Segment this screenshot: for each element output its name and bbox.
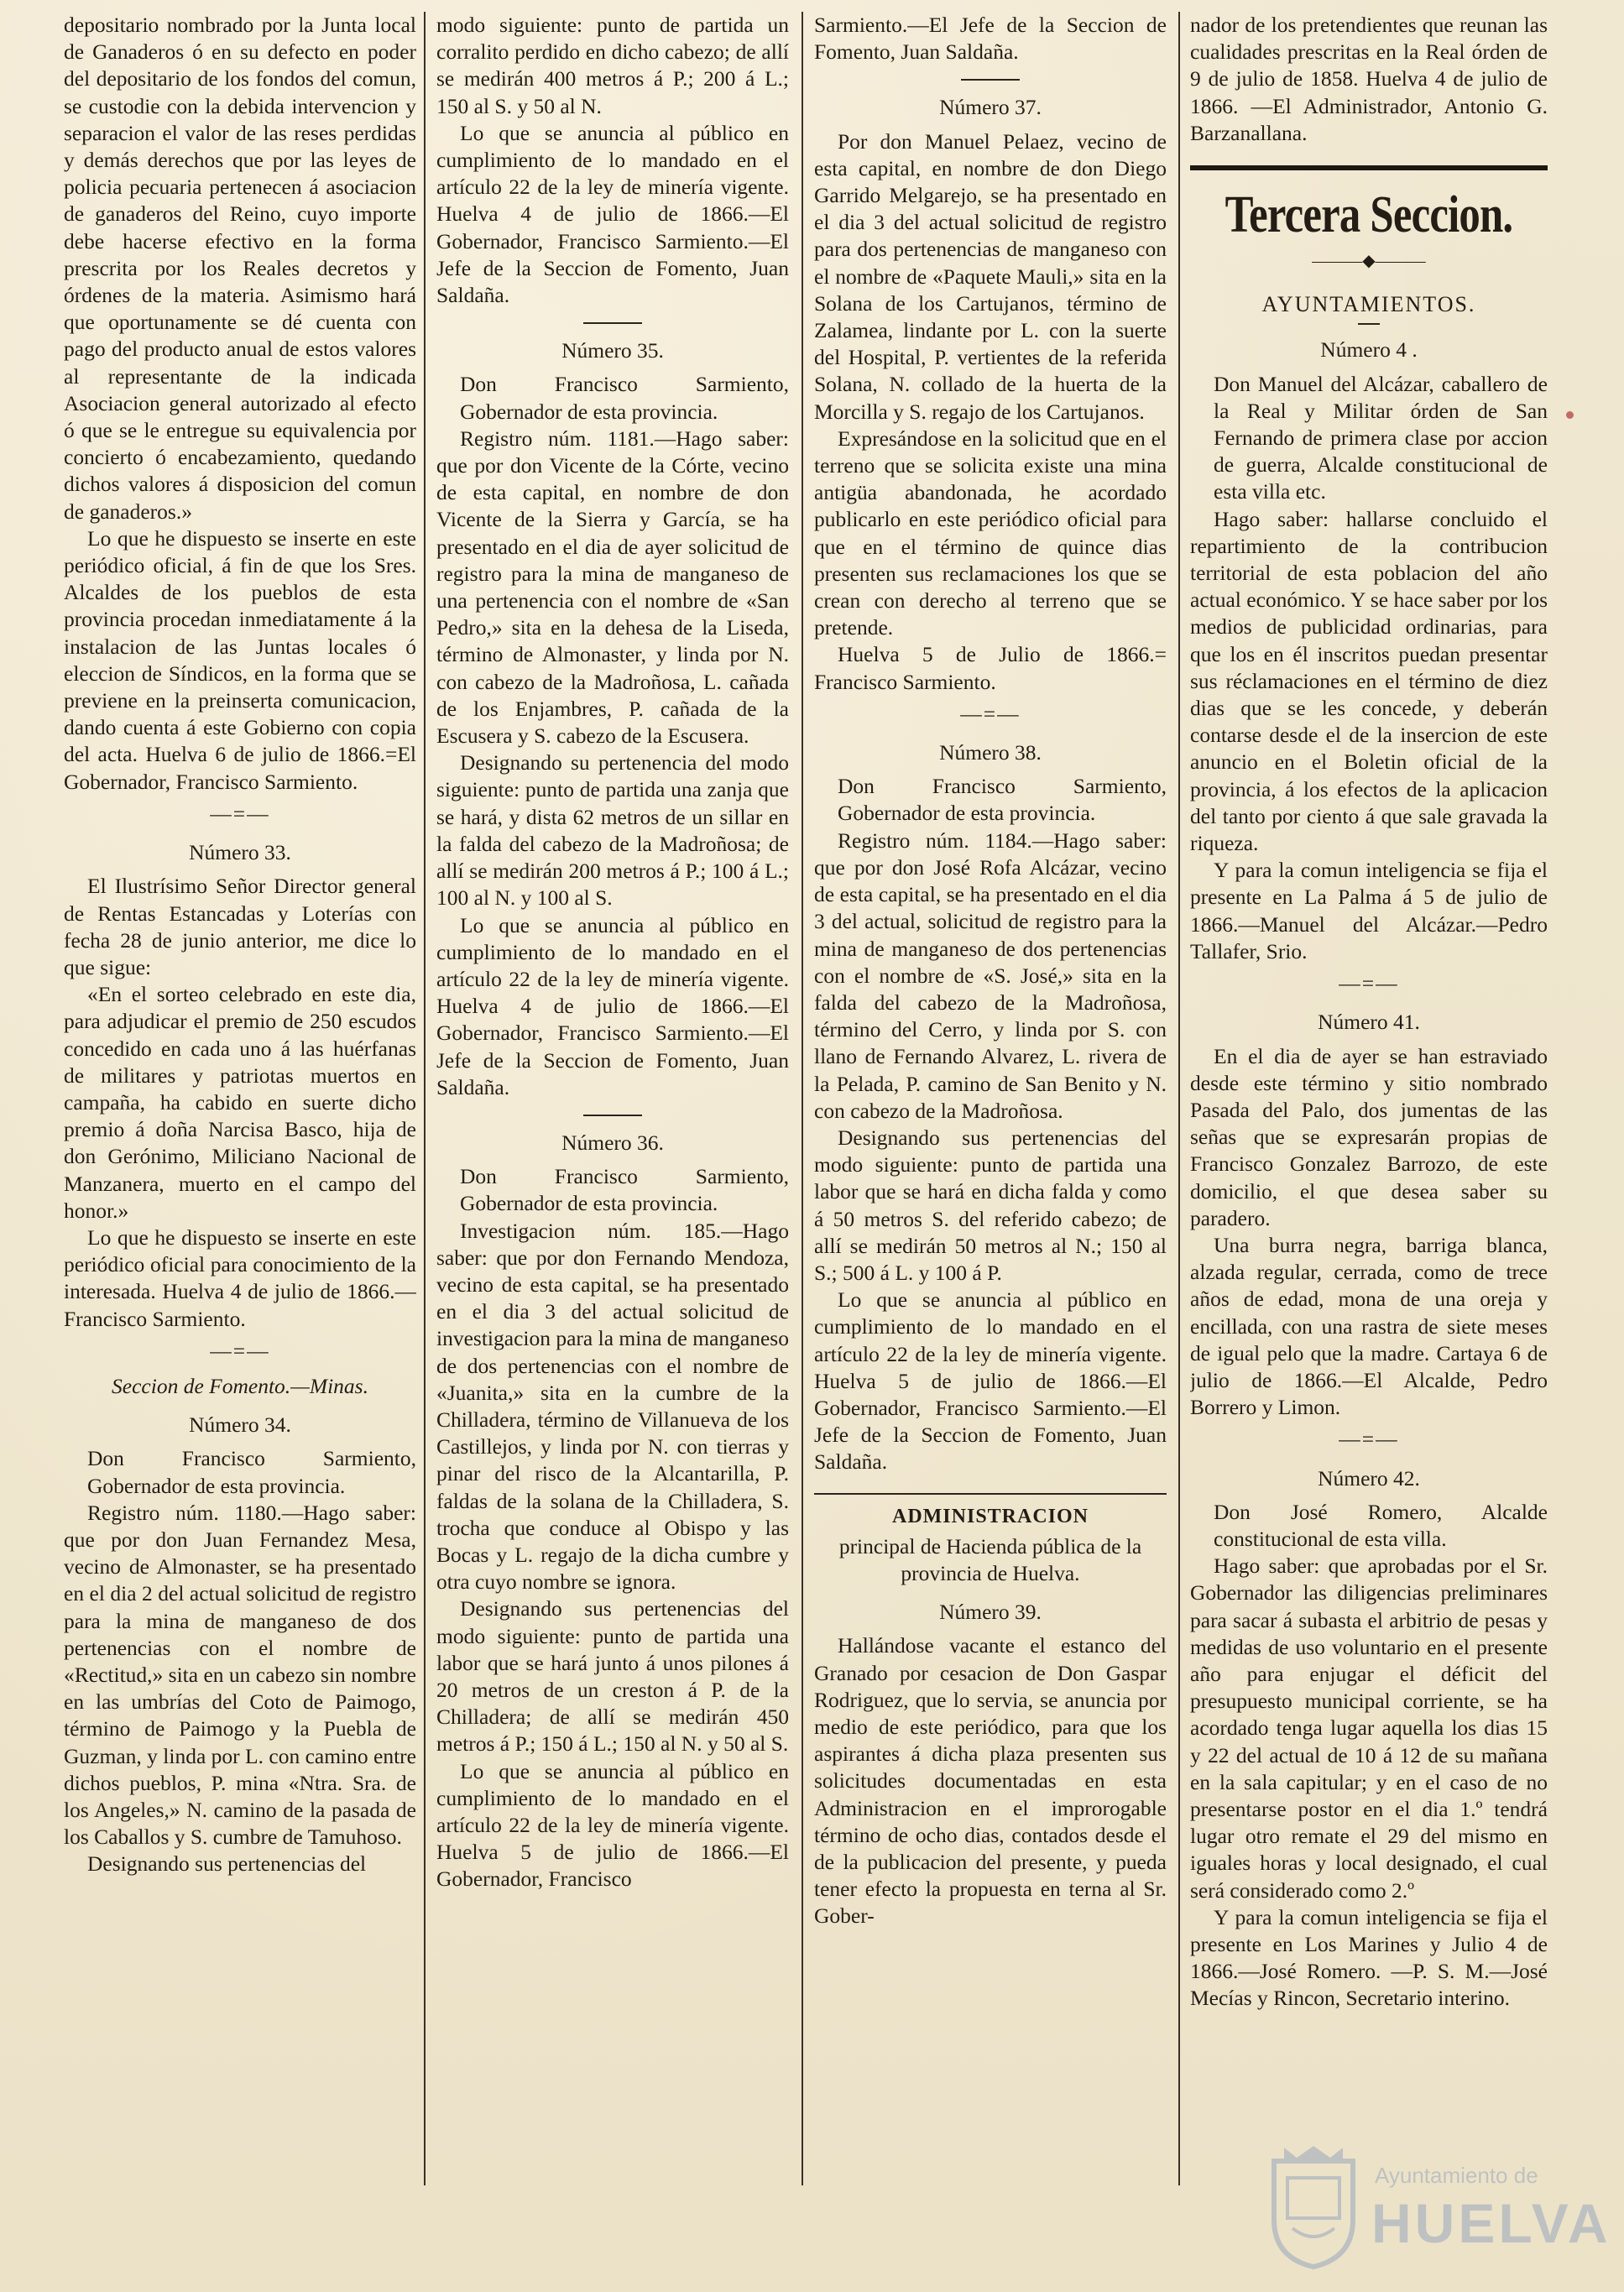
paragraph: Sarmiento.—El Jefe de la Seccion de Fomento, Juan Saldaña. (814, 13, 1167, 65)
paragraph: Investigacion núm. 185.—Hago saber: que por don Fernando Mendoza, vecino de esta capital, se ha presentado en el dia 3 del actual solicitud de investigacion para la mina de manganeso de dos pertenencias con el nombre de «Juanita,» sita en la cumbre de la Chilladera, término de Villanueva de los Castillejos, y linda por N. con tierras y pinar del risco de la Alcantarilla, P. faldas de la solana de la Chilladera, S. trocha que conduce al Obispo y las Bocas y L. regajo de la dicha cumbre y otra cuyo nombre se ignora. (436, 1218, 789, 1595)
paragraph: Y para la comun inteligencia se fija el presente en La Palma á 5 de julio de 1866.—Manuel del Alcázar.—Pedro Tallafer, Srio. (1190, 858, 1548, 963)
paragraph: Una burra negra, barriga blanca, alzada regular, cerrada, como de trece años de edad, mona de una oreja y encillada, con una rastra de siete meses de igual pelo que la madre. Cartaya 6 de julio de 1866.—El Alcalde, Pedro Borrero y Limon. (1190, 1232, 1548, 1420)
watermark-line: Ayuntamiento de (1375, 2163, 1538, 2188)
paragraph: Don José Romero, Alcalde constitucional de esta villa. (1214, 1499, 1548, 1551)
paragraph: Hallándose vacante el estanco del Granado por cesacion de Don Gaspar Rodriguez, que lo servia, se anuncia por medio de este periódico, para que los aspirantes á dicha plaza presenten sus solicitudes documentadas en esta Administracion en el improrogable término de ocho dias, contados desde el de la publicacion del presente, y pueda tener efecto la propuesta en terna al Sr. Gober- (814, 1633, 1167, 1929)
column-rule (1178, 12, 1180, 2185)
section-rule (1190, 165, 1548, 170)
paragraph: Lo que he dispuesto se inserte en este periódico oficial, á fin de que los Sres. Alcaldes de los pueblos de esta provincia procedan inmediatamente á la instalacion de las Juntas locales ó eleccion de Síndicos, en la forma que se previene en la preinserta comunicacion, dando cuenta á este Gobierno con copia del acta. Huelva 6 de julio de 1866.=El Gobernador, Francisco Sarmiento. (64, 525, 416, 794)
watermark-title: HUELVA (1371, 2192, 1611, 2254)
paragraph: El Ilustrísimo Señor Director general de Rentas Estancadas y Loterías con fecha 28 de junio anterior, me dice lo que sigue: (64, 874, 416, 979)
paragraph: Registro núm. 1180.—Hago saber: que por don Juan Fernandez Mesa, vecino de Almonaster, se ha presentado en el dia 2 del actual solicitud de registro para la mina de manganeso de dos pertenencias con el nombre de «Rectitud,» sita en un cabezo sin nombre en las umbrías del Coto de Paimogo, término de Paimogo y la Puebla de Guzman, y linda por L. con camino entre dichos pueblos, P. mina «Ntra. Sra. de los Angeles,» N. camino de la pasada de los Caballos y S. cumbre de Tamuhoso. (64, 1500, 416, 1850)
notice-number: Número 35. (561, 338, 664, 363)
paragraph: nador de los pretendientes que reunan las cualidades prescritas en la Real órden de 9 de julio de 1858. Huelva 4 de julio de 1866. —El Administrador, Antonio G. Barzanallana. (1190, 13, 1548, 145)
column-1 (64, 12, 416, 2278)
notice-number: Número 37. (939, 95, 1042, 120)
paragraph: Lo que se anuncia al público en cumplimiento de lo mandado en el artículo 22 de la ley de minería vigente. Huelva 5 de julio de 1866.—El Gobernador, Francisco Sarmiento.—El Jefe de la Seccion de Fomento, Juan Saldaña. (814, 1287, 1167, 1475)
notice-number: Número 36. (561, 1130, 664, 1155)
section-heading: AYUNTAMIENTOS. (1261, 292, 1476, 317)
paragraph: Y para la comun inteligencia se fija el presente en Los Marines y Julio 4 de 1866.—José Romero. —P. S. M.—José Mecías y Rincon, Secretario interino. (1190, 1904, 1548, 2011)
section-subheading: principal de Hacienda pública de la provincia de Huelva. (838, 1533, 1142, 1585)
divider (583, 1115, 642, 1116)
paragraph: Don Francisco Sarmiento, Gobernador de esta provincia. (838, 774, 1167, 826)
paragraph: Designando sus pertenencias del modo siguiente: punto de partida una labor que se hará en dicha falda y como á 50 metros S. del referido cabezo; de allí se medirán 50 metros al N.; 150 al S.; 500 á L. y 100 á P. (814, 1125, 1167, 1285)
notice-number: Número 38. (939, 740, 1042, 765)
divider (1358, 323, 1380, 325)
paragraph: Don Francisco Sarmiento, Gobernador de esta provincia. (460, 1164, 789, 1216)
paragraph: Lo que se anuncia al público en cumplimiento de lo mandado en el artículo 22 de la ley de minería vigente. Huelva 5 de julio de 1866.—El Gobernador, Francisco (436, 1758, 789, 1892)
section-heading: Seccion de Fomento.—Minas. (112, 1373, 368, 1398)
column-rule (424, 12, 426, 2185)
paragraph: Lo que se anuncia al público en cumplimiento de lo mandado en el artículo 22 de la ley de minería vigente. Huelva 4 de julio de 1866.—El Gobernador, Francisco Sarmiento.—El Jefe de la Seccion de Fomento, Juan Saldaña. (436, 120, 789, 308)
paragraph: Designando sus pertenencias del modo siguiente: punto de partida una labor que se hará junto á unos pilones á 20 metros de un creston á P. de la Chilladera; de allí se medirán 450 metros á P.; 150 á L.; 150 al N. y 50 al S. (436, 1596, 789, 1757)
separator: —=— (1339, 1427, 1399, 1452)
notice-number: Número 34. (189, 1412, 291, 1438)
archive-watermark (1267, 2144, 1611, 2270)
paragraph: modo siguiente: punto de partida un corralito perdido en dicho cabezo; de allí se medirán 400 metros á P.; 200 á L.; 150 al S. y 50 al N. (436, 13, 789, 118)
paragraph: En el dia de ayer se han estraviado desde este término y sitio nombrado Pasada del Palo, dos jumentas de las señas que se expresarán propias de Francisco Gonzalez Barrozo, de este domicilio, el que desea saber su paradero. (1190, 1043, 1548, 1230)
section-heading: ADMINISTRACION (891, 1505, 1089, 1527)
notice-number: Número 39. (939, 1600, 1042, 1625)
paragraph: depositario nombrado por la Junta local de Ganaderos ó en su defecto en poder del depositario de los fondos del comun, se custodie con la debida intervencion y separacion el valor de las reses perdidas y demás derechos que por las leyes de policia pecuaria pertenecen á asociacion de ganaderos del Reino, cuyo importe debe hacerse efectivo en la forma prescrita por los Reales decretos y órdenes de la materia. Asimismo hará que oportunamente se dé cuenta con pago del producto anual de estos valores al representante de la indicada Asociacion general autorizado al efecto ó que se le entregue su equivalencia por concierto ó encabezamiento, quedando dichos valores á disposicion del comun de ganaderos.» (64, 13, 416, 524)
paragraph: Don Manuel del Alcázar, caballero de la Real y Militar órden de San Fernando de primera clase por accion de guerra, Alcalde constitucional de esta villa etc. (1214, 371, 1548, 504)
paragraph: Expresándose en la solicitud que en el terreno que se solicita existe una mina antigüa abandonada, he acordado publicarlo en este periódico oficial para que en el término de quince dias presenten sus reclamaciones los que se crean con derecho al terreno que se pretende. (814, 426, 1167, 640)
paragraph: Por don Manuel Pelaez, vecino de esta capital, en nombre de don Diego Garrido Melgarejo, se ha presentado en el dia 3 del actual solicitud de registro para dos pertenencias de manganeso con el nombre de «Paquete Mauli,» sita en la Solana de los Cartujanos, término de Zalamea, lindante por L. con la suerte del Hospital, P. vertientes de la referida Solana, N. collado de la huerta de la Morcilla y S. regajo de los Cartujanos. (814, 128, 1167, 424)
paragraph: «En el sorteo celebrado en este dia, para adjudicar el premio de 250 escudos concedido en cada uno á las huérfanas de militares y patriotas muertos en campaña, ha cabido en suerte dicho premio á doña Narcisa Basco, hija de don Gerónimo, Miliciano Nacional de Manzanera, muerto en el campo del honor.» (64, 982, 416, 1223)
separator: —=— (210, 801, 270, 826)
paragraph: Don Francisco Sarmiento, Gobernador de esta provincia. (460, 372, 789, 424)
separator: —=— (210, 1338, 270, 1363)
divider (814, 1493, 1167, 1495)
ink-spot (1566, 411, 1574, 419)
paragraph: Lo que he dispuesto se inserte en este periódico oficial para conocimiento de la interesada. Huelva 4 de julio de 1866.—Francisco Sarmiento. (64, 1224, 416, 1331)
section-title: Tercera Seccion. (1225, 186, 1513, 244)
ornament-icon: ———◆——— (1312, 252, 1426, 271)
column-3 (814, 12, 1167, 2278)
notice-number: Número 4 . (1320, 337, 1418, 363)
column-rule (802, 12, 803, 2185)
notice-number: Número 41. (1318, 1010, 1420, 1035)
divider (961, 79, 1020, 81)
notice-number: Número 42. (1318, 1465, 1420, 1491)
column-4 (1190, 12, 1548, 2278)
paragraph: Huelva 5 de Julio de 1866.= Francisco Sarmiento. (814, 642, 1167, 694)
separator: —=— (1339, 971, 1399, 996)
paragraph: Registro núm. 1184.—Hago saber: que por don José Rofa Alcázar, vecino de esta capital, se ha presentado en el dia 3 del actual, solicitud de registro para la mina de manganeso de dos pertenencias con el nombre de «S. José,» sita en la falda del cabezo de la Madroñosa, término del Cerro, y linda por S. con llano de Fernando Alvarez, L. rivera de la Pelada, P. camino de San Benito y N. con cabezo de la Madroñosa. (814, 828, 1167, 1123)
paragraph: Designando su pertenencia del modo siguiente: punto de partida una zanja que se hará, y dista 62 metros de un sillar en la falda del cabezo de la Madroñosa; de allí se medirán 200 metros á P.; 100 á L.; 100 al N. y 100 al S. (436, 750, 789, 911)
divider (583, 322, 642, 324)
paragraph: Registro núm. 1181.—Hago saber: que por don Vicente de la Córte, vecino de esta capital, en nombre de don Vicente de la Sierra y García, se ha presentado en el dia de ayer solicitud de registro para la mina de manganeso de una pertenencia con el nombre de «San Pedro,» sita en la dehesa de la Liseda, término de Almonaster, y linda por N. con cabezo de la Madroñosa, L. cañada de los Enjambres, P. cañada de la Escusera y S. cabezo de la Escusera. (436, 426, 789, 749)
coat-of-arms-icon (1267, 2144, 1360, 2270)
column-2 (436, 12, 789, 2278)
paragraph: Don Francisco Sarmiento, Gobernador de esta provincia. (87, 1446, 416, 1498)
paragraph: Designando sus pertenencias del (87, 1851, 367, 1877)
notice-number: Número 33. (189, 840, 291, 865)
paragraph: Lo que se anuncia al público en cumplimiento de lo mandado en el artículo 22 de la ley de minería vigente. Huelva 4 de julio de 1866.—El Gobernador, Francisco Sarmiento.—El Jefe de la Seccion de Fomento, Juan Saldaña. (436, 912, 789, 1099)
paragraph: Hago saber: hallarse concluido el repartimiento de la contribucion territorial de esta poblacion del año actual económico. Y se hace saber por los medios de publicidad ordinarias, para que los en él inscritos puedan presentar sus réclamaciones en el término de diez dias que se les concede, y deberán contarse desde el de la insercion de este anuncio en el Boletin oficial de la provincia, á los efectos de la aplicacion del tanto por ciento á que sale gravada la riqueza. (1190, 506, 1548, 856)
paragraph: Hago saber: que aprobadas por el Sr. Gobernador las diligencias preliminares para sacar á subasta el arbitrio de pesas y medidas de uso voluntario en el presente año para enjugar el déficit del presupuesto municipal corriente, se ha acordado tenga lugar aquella los dias 15 y 22 del actual de 10 á 12 de su mañana en la sala capitular; y en el caso de no presentarse postor en el dia 1.º tendrá lugar otro remate el 29 del mismo en iguales horas y local designado, el cual será considerado como 2.º (1190, 1553, 1548, 1903)
separator: —=— (960, 701, 1021, 726)
